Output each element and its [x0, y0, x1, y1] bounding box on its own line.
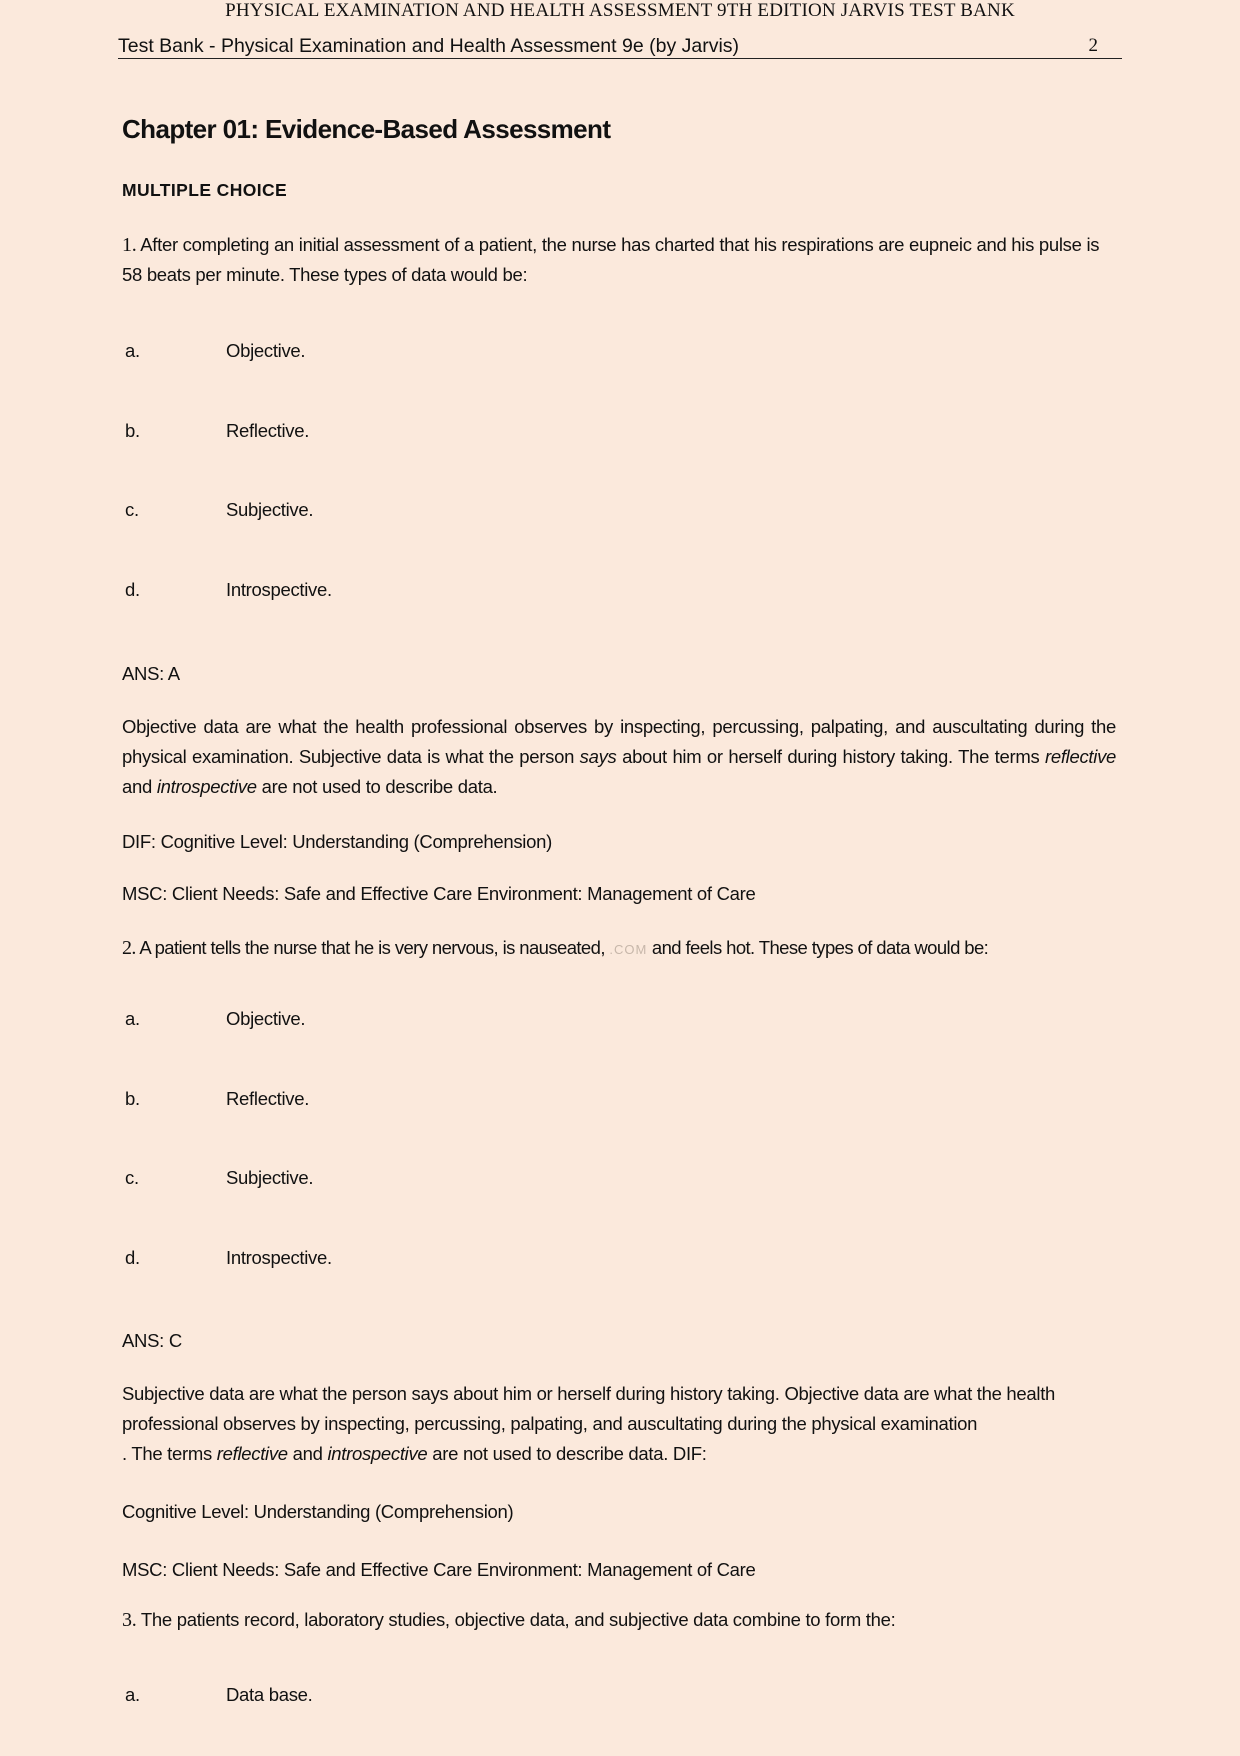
- rationale-text: and: [292, 1443, 323, 1464]
- option-letter: d.: [125, 579, 140, 600]
- rationale-text: . The terms: [122, 1443, 212, 1464]
- option-text: Objective.: [226, 1008, 306, 1029]
- option-letter: a.: [125, 1684, 140, 1705]
- rationale-text: Objective data are what the health professional observes by inspecting, percussing, palpating, and auscultating during the physical examination. Subjective data is what the person: [122, 716, 1116, 767]
- rationale-emphasis: says: [579, 746, 617, 767]
- question-text: A patient tells the nurse that he is very nervous, is nauseated,: [139, 937, 605, 958]
- option-letter: c.: [125, 1167, 139, 1188]
- option-letter: a.: [125, 340, 140, 361]
- section-label: MULTIPLE CHOICE: [122, 180, 288, 200]
- option-letter: b.: [125, 420, 140, 441]
- question-2-rationale-line-2: professional observes by inspecting, percussing, palpating, and auscultating during the physical examination: [122, 1413, 978, 1434]
- running-header-title: Test Bank - Physical Examination and Health Assessment 9e (by Jarvis): [118, 35, 740, 57]
- question-number: 3.: [122, 1609, 137, 1631]
- chapter-title: Chapter 01: Evidence-Based Assessment: [122, 114, 611, 144]
- rationale-emphasis: reflective: [216, 1443, 288, 1464]
- question-1-answer: ANS: A: [122, 663, 180, 684]
- question-1-difficulty: DIF: Cognitive Level: Understanding (Comprehension): [122, 831, 552, 852]
- question-3-stem: [122, 1608, 895, 1632]
- question-1-rationale: [122, 712, 1116, 802]
- question-text: After completing an initial assessment of a patient, the nurse has charted that his respirations are eupneic and his pulse is 58 beats per minute. These types of data would be:: [122, 234, 1100, 285]
- rationale-text: are not used to describe data. DIF:: [432, 1443, 707, 1464]
- question-text: and feels hot. These types of data would be:: [651, 937, 989, 958]
- page-number: 2: [1088, 35, 1098, 56]
- option-letter: d.: [125, 1247, 140, 1268]
- question-1-msc: MSC: Client Needs: Safe and Effective Care Environment: Management of Care: [122, 883, 756, 904]
- question-2-rationale-line-1: Subjective data are what the person says about him or herself during history taking. Objective data are what the health: [122, 1383, 1056, 1404]
- question-number: 1.: [122, 234, 137, 256]
- option-text: Introspective.: [226, 579, 332, 600]
- rationale-text: are not used to describe data.: [261, 776, 498, 797]
- rationale-emphasis: reflective: [1044, 746, 1117, 767]
- question-2-msc: MSC: Client Needs: Safe and Effective Care Environment: Management of Care: [122, 1559, 756, 1580]
- option-text: Subjective.: [226, 499, 314, 520]
- option-text: Data base.: [226, 1684, 313, 1705]
- rationale-text: about him or herself during history taking. The terms: [622, 746, 1040, 767]
- option-text: Objective.: [226, 340, 306, 361]
- option-letter: c.: [125, 499, 139, 520]
- question-1-stem: [122, 230, 1116, 290]
- question-2-answer: ANS: C: [122, 1330, 182, 1351]
- option-text: Introspective.: [226, 1247, 332, 1268]
- question-2-stem: [122, 936, 988, 962]
- question-text: The patients record, laboratory studies, objective data, and subjective data combine to form the:: [140, 1609, 896, 1630]
- option-text: Reflective.: [226, 420, 310, 441]
- option-text: Reflective.: [226, 1088, 310, 1109]
- rationale-emphasis: introspective: [327, 1443, 428, 1464]
- option-text: Subjective.: [226, 1167, 314, 1188]
- question-2-rationale-line-3: [122, 1442, 707, 1466]
- watermark-text: .COM: [609, 942, 648, 957]
- rationale-text: and: [122, 776, 152, 797]
- running-header: [118, 34, 1122, 59]
- rationale-emphasis: introspective: [156, 776, 257, 797]
- question-2-cognitive-level: Cognitive Level: Understanding (Comprehension): [122, 1501, 514, 1522]
- option-letter: b.: [125, 1088, 140, 1109]
- question-number: 2.: [122, 937, 136, 959]
- option-letter: a.: [125, 1008, 140, 1029]
- document-banner: PHYSICAL EXAMINATION AND HEALTH ASSESSMENT 9TH EDITION JARVIS TEST BANK: [225, 0, 1015, 21]
